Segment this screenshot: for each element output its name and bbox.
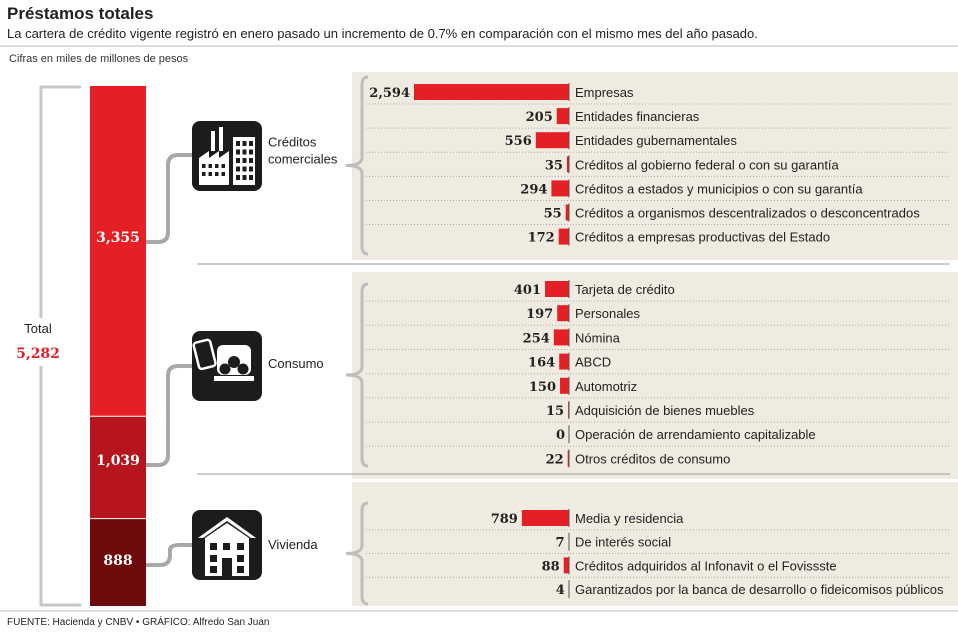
- panel-2: [352, 272, 958, 479]
- detail-bar: [559, 229, 569, 245]
- detail-value: 7: [555, 535, 565, 551]
- detail-category: Garantizados por la banca de desarrollo o fideicomisos públicos: [575, 582, 944, 598]
- detail-value: 150: [528, 379, 557, 395]
- detail-value: 294: [520, 182, 548, 198]
- detail-value: 0: [555, 428, 565, 444]
- units-note: Cifras en miles de millones de pesos: [9, 53, 189, 65]
- detail-bar: [551, 180, 569, 196]
- detail-bar: [560, 378, 569, 394]
- stack-segment-1: [90, 86, 146, 416]
- detail-category: Tarjeta de crédito: [575, 282, 675, 297]
- stack-value: 3,355: [96, 230, 140, 246]
- detail-bar: [545, 281, 569, 297]
- detail-category: Entidades gubernamentales: [575, 133, 737, 149]
- detail-category: Adquisición de bienes muebles: [575, 403, 755, 418]
- detail-value: 556: [504, 134, 532, 150]
- group-name-3: Vivienda: [268, 537, 318, 552]
- stack-value: 1,039: [96, 453, 140, 469]
- group-name-2: Consumo: [268, 356, 324, 371]
- detail-bar: [536, 132, 569, 148]
- detail-value: 401: [513, 283, 542, 298]
- detail-category: Créditos adquiridos al Infonavit o el Fovissste: [575, 558, 837, 574]
- chart-subtitle: La cartera de crédito vigente registró en enero pasado un incremento de 0.7% en comparación con el mismo mes del año pasado.: [7, 26, 758, 41]
- detail-category: Otros créditos de consumo: [575, 451, 731, 467]
- connector-2: [146, 366, 192, 465]
- detail-category: Créditos a empresas productivas del Estado: [575, 229, 831, 245]
- detail-category: Personales: [575, 306, 641, 322]
- detail-value: 2,594: [369, 86, 410, 101]
- phone-shopping-icon: [192, 331, 262, 401]
- detail-category: Automotriz: [575, 378, 638, 394]
- detail-bar: [554, 329, 569, 345]
- detail-category: Operación de arrendamiento capitalizable: [575, 427, 816, 443]
- connector-1: [146, 155, 192, 242]
- detail-category: Media y residencia: [575, 511, 684, 526]
- detail-value: 789: [490, 512, 518, 527]
- detail-category: Créditos a organismos descentralizados o desconcentrados: [575, 205, 920, 221]
- source-credit: FUENTE: Hacienda y CNBV • GRÁFICO: Alfredo San Juan: [7, 617, 270, 628]
- detail-bar: [557, 305, 569, 321]
- detail-category: Créditos a estados y municipios o con su garantía: [575, 181, 863, 197]
- house-icon: [192, 510, 262, 580]
- detail-value: 15: [546, 404, 565, 419]
- detail-value: 22: [545, 452, 564, 468]
- total-label: Total: [24, 321, 52, 336]
- detail-bar: [564, 557, 569, 573]
- detail-value: 4: [555, 583, 565, 599]
- detail-value: 205: [525, 110, 553, 126]
- detail-category: Empresas: [575, 85, 634, 100]
- factory-buildings-icon: [192, 121, 262, 191]
- detail-value: 35: [544, 158, 563, 174]
- detail-category: Nómina: [575, 330, 620, 346]
- detail-bar: [414, 84, 569, 100]
- detail-value: 88: [541, 559, 560, 575]
- detail-bar: [522, 510, 569, 526]
- detail-category: Créditos al gobierno federal o con su garantía: [575, 157, 839, 173]
- group-name-1: Créditos: [268, 134, 317, 150]
- detail-value: 164: [528, 355, 556, 371]
- detail-category: Entidades financieras: [575, 109, 700, 125]
- detail-category: De interés social: [575, 534, 672, 550]
- detail-value: 172: [527, 230, 555, 246]
- stack-value: 888: [103, 553, 133, 569]
- connector-3: [146, 545, 192, 565]
- detail-value: 197: [526, 307, 554, 323]
- group-name-1: comerciales: [268, 151, 338, 167]
- detail-bar: [559, 354, 569, 370]
- chart-title: Préstamos totales: [7, 4, 154, 23]
- detail-bar: [557, 108, 569, 124]
- total-value: 5,282: [16, 346, 60, 362]
- detail-value: 254: [522, 331, 550, 347]
- detail-category: ABCD: [575, 354, 612, 370]
- detail-value: 55: [543, 206, 562, 222]
